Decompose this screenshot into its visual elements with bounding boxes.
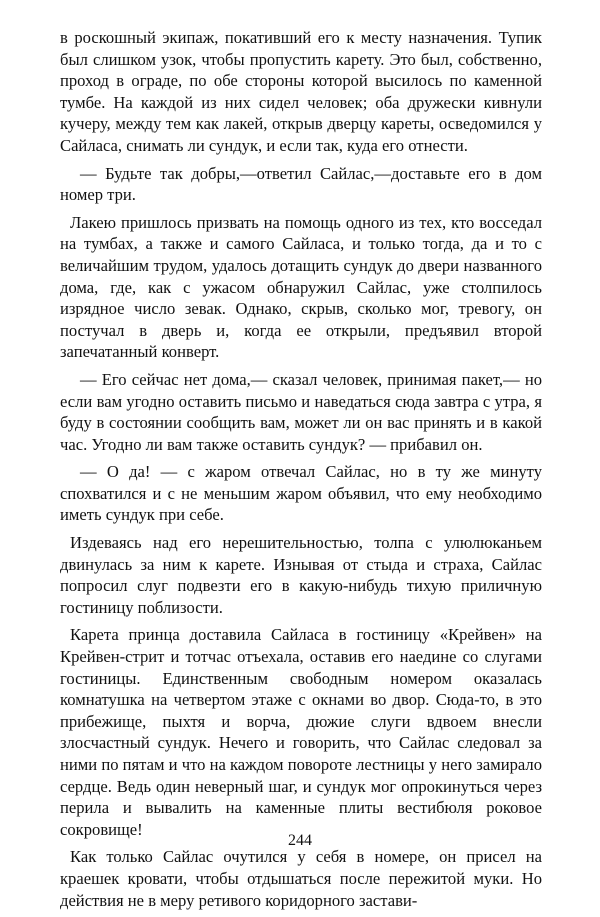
paragraph-5: — О да! — с жаром отвечал Сайлас, но в ту же минуту спохватился и с не меньшим жаром объявил, что ему необходимо иметь сундук при себе. xyxy=(60,462,542,525)
page-body xyxy=(60,27,542,917)
paragraph-6: Издеваясь над его нерешительностью, толпа с улюлюканьем двинулась за ним к карете. Изнывая от стыда и страха, Сайлас попросил слуг подвезти его в какую-нибудь тихую приличную гостиницу поблизости. xyxy=(60,533,542,617)
paragraph-4: — Его сейчас нет дома,— сказал человек, принимая пакет,— но если вам угодно оставить письмо и наведаться сюда завтра с утра, я буду в состоянии сообщить вам, может ли он вас принять и в какой час. Угодно ли вам также оставить сундук? — прибавил он. xyxy=(60,369,542,454)
paragraph-8: Как только Сайлас очутился у себя в номере, он присел на краешек кровати, чтобы отдышаться после пережитой муки. Но действия не в меру ретивого коридорного застави- xyxy=(60,847,542,910)
paragraph-1: в роскошный экипаж, покативший его к месту назначения. Тупик был слишком узок, чтобы пропустить карету. Это был, собственно, проход в ограде, по обе стороны которой высилось по каменной тумбе. На каждой из них сидел человек; оба дружески кивнули кучеру, между тем как лакей, открыв дверцу кареты, осведомился у Сайласа, снимать ли сундук, и если так, куда его отнести. xyxy=(60,28,542,155)
paragraph-2: — Будьте так добры,—ответил Сайлас,—доставьте его в дом номер три. xyxy=(60,163,542,205)
page-number: 244 xyxy=(288,832,312,849)
paragraph-7: Карета принца доставила Сайласа в гостиницу «Крейвен» на Крейвен-стрит и тотчас отъехала, оставив его наедине со слугами гостиницы. Единственным свободным номером оказалась комнатушка на четвертом этаже с окнами во двор. Сюда-то, в это прибежище, пыхтя и ворча, дюжие слуги вдвоем внесли злосчастный сундук. Нечего и говорить, что Сайлас следовал за ними по пятам и что на каждом повороте лестницы у него замирало сердце. Ведь один неверный шаг, и сундук мог опрокинуться через перила и вывалить на каменные плиты вестибюля роковое сокровище! xyxy=(60,625,542,839)
paragraph-3: Лакею пришлось призвать на помощь одного из тех, кто восседал на тумбах, а также и самого Сайласа, и только тогда, да и то с величайшим трудом, удалось дотащить сундук до двери названного дома, где, как с ужасом обнаружил Сайлас, уже столпилось изрядное число зевак. Однако, скрыв, сколько мог, тревогу, он постучал в дверь и, когда ее открыли, предъявил второй запечатанный конверт. xyxy=(60,212,542,362)
